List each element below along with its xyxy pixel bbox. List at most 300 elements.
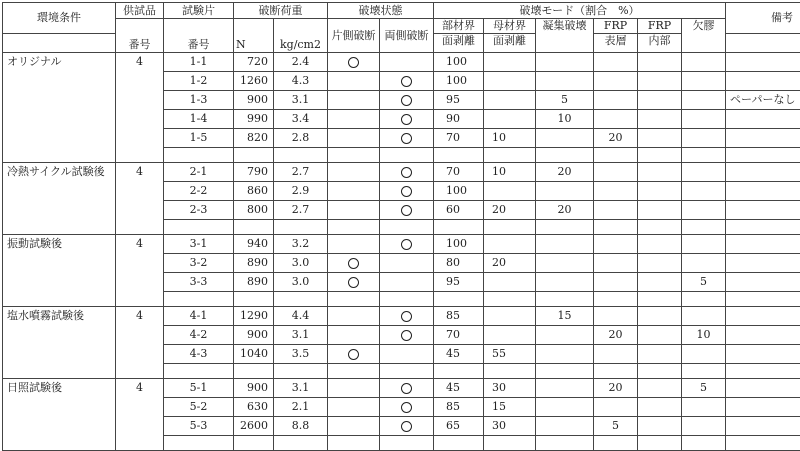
note xyxy=(726,417,800,436)
mode-e xyxy=(638,72,682,91)
table-row xyxy=(3,129,800,148)
load-n: 630 xyxy=(234,398,274,417)
mode-b xyxy=(484,53,536,72)
state-both xyxy=(380,163,434,182)
piece-number: 1-1 xyxy=(164,53,234,72)
spacer-cell xyxy=(726,436,800,451)
env-condition: 振動試験後 xyxy=(3,235,116,254)
mode-f xyxy=(682,254,726,273)
table-row xyxy=(3,53,800,72)
header-piece: 試験片 xyxy=(164,3,234,19)
spacer-cell xyxy=(434,220,484,235)
state-both xyxy=(380,345,434,364)
env-blank xyxy=(3,201,116,220)
header-mode-d2: 表層 xyxy=(594,34,638,53)
mode-d xyxy=(594,254,638,273)
mode-b: 15 xyxy=(484,398,536,417)
load-kg: 3.2 xyxy=(274,235,328,254)
mode-b xyxy=(484,326,536,345)
header-piece-blank xyxy=(164,19,234,34)
mode-e xyxy=(638,201,682,220)
state-one xyxy=(328,182,380,201)
header-mode-e1: FRP xyxy=(638,19,682,34)
spacer-cell xyxy=(328,220,380,235)
load-n: 1260 xyxy=(234,72,274,91)
circle-mark-icon xyxy=(401,311,412,322)
spacer-cell xyxy=(380,220,434,235)
header-piece-no: 番号 xyxy=(164,34,234,53)
spacer-cell xyxy=(484,220,536,235)
mode-f: 10 xyxy=(682,326,726,345)
table-row xyxy=(3,201,800,220)
header-load-n: N xyxy=(234,19,274,53)
mode-e xyxy=(638,345,682,364)
spacer-cell xyxy=(638,148,682,163)
spacer-cell xyxy=(234,148,274,163)
circle-mark-icon xyxy=(401,421,412,432)
mode-d: 5 xyxy=(594,417,638,436)
spacer-cell xyxy=(682,436,726,451)
mode-e xyxy=(638,379,682,398)
piece-number: 1-4 xyxy=(164,110,234,129)
mode-b: 10 xyxy=(484,129,536,148)
load-kg: 3.5 xyxy=(274,345,328,364)
load-n: 900 xyxy=(234,326,274,345)
mode-e xyxy=(638,398,682,417)
mode-a: 100 xyxy=(434,182,484,201)
mode-a: 95 xyxy=(434,91,484,110)
piece-number: 3-3 xyxy=(164,273,234,292)
table-row xyxy=(3,110,800,129)
mode-d xyxy=(594,91,638,110)
state-both xyxy=(380,53,434,72)
spacer-cell xyxy=(116,364,164,379)
mode-e xyxy=(638,326,682,345)
env-blank xyxy=(3,273,116,292)
spacer-cell xyxy=(3,220,116,235)
header-state-one: 片側破断 xyxy=(328,19,380,53)
spacer-cell xyxy=(434,148,484,163)
header-state-both: 両側破断 xyxy=(380,19,434,53)
mode-f xyxy=(682,182,726,201)
supply-blank xyxy=(116,398,164,417)
mode-b xyxy=(484,72,536,91)
mode-a: 85 xyxy=(434,307,484,326)
mode-c xyxy=(536,72,594,91)
spacer-cell xyxy=(234,436,274,451)
mode-f xyxy=(682,91,726,110)
header-load-kg: kg/cm2 xyxy=(274,19,328,53)
load-kg: 3.1 xyxy=(274,91,328,110)
table-row xyxy=(3,182,800,201)
load-kg: 2.7 xyxy=(274,201,328,220)
piece-number: 1-5 xyxy=(164,129,234,148)
spacer-cell xyxy=(3,292,116,307)
piece-number: 2-3 xyxy=(164,201,234,220)
mode-d xyxy=(594,345,638,364)
spacer-cell xyxy=(274,292,328,307)
spacer-cell xyxy=(234,364,274,379)
spacer-row xyxy=(3,364,800,379)
note xyxy=(726,163,800,182)
mode-d xyxy=(594,273,638,292)
supply-blank xyxy=(116,326,164,345)
state-one xyxy=(328,129,380,148)
mode-e xyxy=(638,182,682,201)
note xyxy=(726,345,800,364)
spacer-cell xyxy=(234,220,274,235)
mode-d xyxy=(594,235,638,254)
mode-b xyxy=(484,235,536,254)
circle-mark-icon xyxy=(401,114,412,125)
spacer-cell xyxy=(594,220,638,235)
supply-blank xyxy=(116,273,164,292)
table-row xyxy=(3,254,800,273)
load-kg: 3.1 xyxy=(274,326,328,345)
note xyxy=(726,379,800,398)
load-n: 890 xyxy=(234,273,274,292)
state-both xyxy=(380,417,434,436)
load-kg: 4.4 xyxy=(274,307,328,326)
mode-a: 95 xyxy=(434,273,484,292)
mode-e xyxy=(638,307,682,326)
mode-f xyxy=(682,129,726,148)
circle-mark-icon xyxy=(401,239,412,250)
header-mode-b1: 母材界 xyxy=(484,19,536,34)
env-blank xyxy=(3,129,116,148)
note xyxy=(726,182,800,201)
load-n: 890 xyxy=(234,254,274,273)
spacer-cell xyxy=(594,148,638,163)
mode-a: 100 xyxy=(434,53,484,72)
load-kg: 2.4 xyxy=(274,53,328,72)
spacer-cell xyxy=(380,148,434,163)
header-note: 備考 xyxy=(726,3,800,34)
mode-f xyxy=(682,53,726,72)
load-n: 800 xyxy=(234,201,274,220)
state-both xyxy=(380,273,434,292)
header-state: 破壊状態 xyxy=(328,3,434,19)
piece-number: 5-1 xyxy=(164,379,234,398)
spacer-row xyxy=(3,148,800,163)
mode-d xyxy=(594,163,638,182)
mode-d: 20 xyxy=(594,129,638,148)
spacer-cell xyxy=(726,148,800,163)
piece-number: 3-1 xyxy=(164,235,234,254)
spacer-cell xyxy=(116,220,164,235)
table-row xyxy=(3,273,800,292)
spacer-cell xyxy=(536,220,594,235)
header-supply-no: 番号 xyxy=(116,34,164,53)
load-kg: 3.0 xyxy=(274,254,328,273)
spacer-cell xyxy=(638,220,682,235)
load-n: 1040 xyxy=(234,345,274,364)
supply-count: 4 xyxy=(116,53,164,72)
spacer-row xyxy=(3,292,800,307)
mode-f xyxy=(682,110,726,129)
spacer-cell xyxy=(682,364,726,379)
state-one xyxy=(328,235,380,254)
env-blank xyxy=(3,182,116,201)
spacer-cell xyxy=(116,148,164,163)
header-env-blank xyxy=(3,34,116,53)
table-row xyxy=(3,379,800,398)
mode-b: 30 xyxy=(484,417,536,436)
env-blank xyxy=(3,72,116,91)
piece-number: 1-2 xyxy=(164,72,234,91)
piece-number: 3-2 xyxy=(164,254,234,273)
load-kg: 2.9 xyxy=(274,182,328,201)
state-one xyxy=(328,345,380,364)
mode-d: 20 xyxy=(594,379,638,398)
load-n: 900 xyxy=(234,91,274,110)
supply-blank xyxy=(116,417,164,436)
spacer-cell xyxy=(434,436,484,451)
mode-e xyxy=(638,417,682,436)
mode-c: 15 xyxy=(536,307,594,326)
header-mode-e2: 内部 xyxy=(638,34,682,53)
spacer-cell xyxy=(484,292,536,307)
load-kg: 2.1 xyxy=(274,398,328,417)
spacer-cell xyxy=(594,364,638,379)
mode-a: 85 xyxy=(434,398,484,417)
mode-c xyxy=(536,326,594,345)
piece-number: 1-3 xyxy=(164,91,234,110)
spacer-cell xyxy=(116,292,164,307)
mode-c xyxy=(536,129,594,148)
piece-number: 4-2 xyxy=(164,326,234,345)
spacer-cell xyxy=(536,364,594,379)
header-mode: 破壊モード（割合 %） xyxy=(434,3,726,19)
spacer-cell xyxy=(328,148,380,163)
note xyxy=(726,326,800,345)
mode-b: 10 xyxy=(484,163,536,182)
env-condition: オリジナル xyxy=(3,53,116,72)
spacer-cell xyxy=(274,148,328,163)
header-mode-b2: 面剥離 xyxy=(484,34,536,53)
state-both xyxy=(380,307,434,326)
header-mode-a1: 部材界 xyxy=(434,19,484,34)
state-both xyxy=(380,201,434,220)
spacer-cell xyxy=(274,364,328,379)
spacer-cell xyxy=(726,364,800,379)
supply-blank xyxy=(116,72,164,91)
piece-number: 5-2 xyxy=(164,398,234,417)
mode-e xyxy=(638,273,682,292)
supply-count: 4 xyxy=(116,379,164,398)
mode-a: 90 xyxy=(434,110,484,129)
env-condition: 冷熱サイクル試験後 xyxy=(3,163,116,182)
note xyxy=(726,72,800,91)
table-row xyxy=(3,163,800,182)
env-blank xyxy=(3,254,116,273)
spacer-cell xyxy=(328,292,380,307)
mode-c xyxy=(536,379,594,398)
spacer-cell xyxy=(536,292,594,307)
spacer-cell xyxy=(164,148,234,163)
spacer-cell xyxy=(3,364,116,379)
mode-a: 65 xyxy=(434,417,484,436)
env-blank xyxy=(3,417,116,436)
mode-e xyxy=(638,91,682,110)
state-one xyxy=(328,254,380,273)
mode-f xyxy=(682,345,726,364)
spacer-cell xyxy=(116,436,164,451)
circle-mark-icon xyxy=(401,167,412,178)
mode-d: 20 xyxy=(594,326,638,345)
circle-mark-icon xyxy=(401,76,412,87)
header-mode-d1: FRP xyxy=(594,19,638,34)
mode-f xyxy=(682,163,726,182)
state-one xyxy=(328,307,380,326)
mode-e xyxy=(638,129,682,148)
table-row xyxy=(3,345,800,364)
env-blank xyxy=(3,91,116,110)
state-one xyxy=(328,417,380,436)
spacer-cell xyxy=(380,292,434,307)
mode-f xyxy=(682,201,726,220)
supply-blank xyxy=(116,182,164,201)
load-n: 820 xyxy=(234,129,274,148)
spacer-cell xyxy=(682,220,726,235)
mode-f xyxy=(682,417,726,436)
mode-c: 20 xyxy=(536,163,594,182)
supply-blank xyxy=(116,110,164,129)
load-kg: 2.8 xyxy=(274,129,328,148)
spacer-cell xyxy=(328,436,380,451)
mode-b xyxy=(484,307,536,326)
mode-c xyxy=(536,235,594,254)
circle-mark-icon xyxy=(401,133,412,144)
mode-d xyxy=(594,72,638,91)
mode-e xyxy=(638,53,682,72)
state-both xyxy=(380,379,434,398)
header-note-blank xyxy=(726,34,800,53)
state-both xyxy=(380,235,434,254)
spacer-cell xyxy=(682,292,726,307)
header-load: 破断荷重 xyxy=(234,3,328,19)
header-env: 環境条件 xyxy=(3,3,116,34)
circle-mark-icon xyxy=(401,383,412,394)
load-kg: 2.7 xyxy=(274,163,328,182)
spacer-cell xyxy=(484,148,536,163)
header-supply: 供試品 xyxy=(116,3,164,19)
mode-c xyxy=(536,417,594,436)
table-header xyxy=(3,3,800,53)
mode-d xyxy=(594,182,638,201)
mode-c xyxy=(536,345,594,364)
mode-f: 5 xyxy=(682,379,726,398)
env-blank xyxy=(3,398,116,417)
table-row xyxy=(3,235,800,254)
load-n: 720 xyxy=(234,53,274,72)
mode-c: 10 xyxy=(536,110,594,129)
mode-c: 5 xyxy=(536,91,594,110)
table-row xyxy=(3,307,800,326)
note xyxy=(726,273,800,292)
spacer-row xyxy=(3,436,800,451)
spacer-cell xyxy=(274,436,328,451)
spacer-cell xyxy=(234,292,274,307)
mode-e xyxy=(638,163,682,182)
mode-b xyxy=(484,110,536,129)
state-one xyxy=(328,72,380,91)
circle-mark-icon xyxy=(348,57,359,68)
supply-blank xyxy=(116,201,164,220)
state-one xyxy=(328,53,380,72)
piece-number: 4-3 xyxy=(164,345,234,364)
mode-e xyxy=(638,110,682,129)
note xyxy=(726,235,800,254)
mode-a: 100 xyxy=(434,72,484,91)
mode-b xyxy=(484,91,536,110)
circle-mark-icon xyxy=(348,258,359,269)
mode-d xyxy=(594,110,638,129)
spacer-cell xyxy=(682,148,726,163)
env-condition: 日照試験後 xyxy=(3,379,116,398)
spacer-cell xyxy=(594,436,638,451)
load-n: 940 xyxy=(234,235,274,254)
table-row xyxy=(3,398,800,417)
mode-b xyxy=(484,273,536,292)
note xyxy=(726,254,800,273)
mode-c xyxy=(536,273,594,292)
supply-blank xyxy=(116,345,164,364)
spacer-cell xyxy=(164,436,234,451)
spacer-cell xyxy=(726,220,800,235)
mode-c xyxy=(536,182,594,201)
spacer-cell xyxy=(638,292,682,307)
env-condition: 塩水噴霧試験後 xyxy=(3,307,116,326)
note xyxy=(726,110,800,129)
mode-c xyxy=(536,254,594,273)
spacer-cell xyxy=(536,436,594,451)
state-one xyxy=(328,201,380,220)
spacer-cell xyxy=(434,292,484,307)
state-both xyxy=(380,326,434,345)
mode-b: 30 xyxy=(484,379,536,398)
mode-c xyxy=(536,53,594,72)
spacer-cell xyxy=(380,364,434,379)
mode-d xyxy=(594,307,638,326)
table-row xyxy=(3,417,800,436)
note: ペーパーなし xyxy=(726,91,800,110)
circle-mark-icon xyxy=(348,349,359,360)
spacer-cell xyxy=(164,220,234,235)
spacer-cell xyxy=(434,364,484,379)
supply-blank xyxy=(116,129,164,148)
spacer-cell xyxy=(484,364,536,379)
header-mode-f: 欠膠 xyxy=(682,19,726,53)
env-blank xyxy=(3,345,116,364)
mode-f xyxy=(682,398,726,417)
spacer-cell xyxy=(164,364,234,379)
supply-count: 4 xyxy=(116,163,164,182)
spacer-cell xyxy=(536,148,594,163)
spacer-cell xyxy=(638,364,682,379)
note xyxy=(726,307,800,326)
mode-a: 70 xyxy=(434,163,484,182)
note xyxy=(726,201,800,220)
state-one xyxy=(328,273,380,292)
spacer-cell xyxy=(484,436,536,451)
supply-count: 4 xyxy=(116,235,164,254)
circle-mark-icon xyxy=(401,95,412,106)
spacer-cell xyxy=(638,436,682,451)
note xyxy=(726,129,800,148)
mode-a: 70 xyxy=(434,326,484,345)
mode-b: 20 xyxy=(484,254,536,273)
